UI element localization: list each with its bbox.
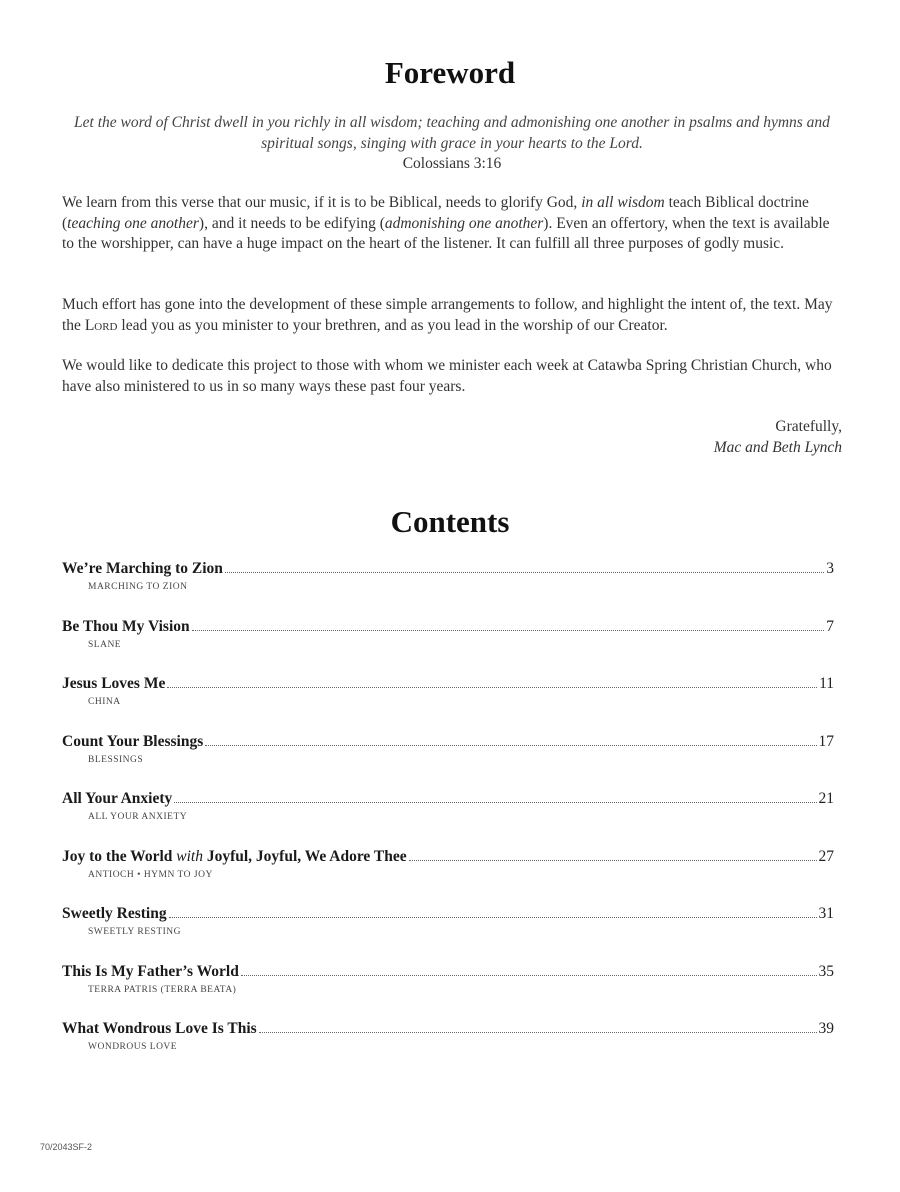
toc-entry[interactable] xyxy=(62,962,834,1020)
toc-tune-name: SLANE xyxy=(88,639,122,650)
toc-page-number: 7 xyxy=(826,617,834,635)
foreword-paragraph-1 xyxy=(62,193,842,255)
toc-page-number: 11 xyxy=(819,675,834,692)
p1-emphasis-admonishing: admonishing one another xyxy=(384,214,544,232)
catalog-number: 70/2043SF-2 xyxy=(40,1142,93,1152)
foreword-paragraph-3: We would like to dedicate this project to those with whom we minister each week at Catawba Spring Christian Church, who have also ministered to us in so many ways these past four years. xyxy=(62,357,832,395)
p1-text-c: teach Biblical doctrine ( xyxy=(62,194,809,232)
toc-entry[interactable] xyxy=(62,732,834,790)
toc-tune-name: MARCHING TO ZION xyxy=(88,582,188,592)
toc-title: This Is My Father’s World xyxy=(62,962,239,980)
toc-page-number: 27 xyxy=(818,847,834,865)
toc-entry[interactable] xyxy=(62,904,834,962)
scripture-verse xyxy=(62,113,842,175)
p1-emphasis-wisdom: in all wisdom xyxy=(581,194,665,211)
toc-leader xyxy=(259,1032,817,1033)
toc-title: Jesus Loves Me xyxy=(62,675,166,692)
verse-text: Let the word of Christ dwell in you richly in all wisdom; teaching and admonishing one another in psalms and hymns and spiritual songs, singing with grace in your hearts to the Lord. xyxy=(74,114,830,152)
toc-leader xyxy=(241,975,817,976)
toc-entry[interactable] xyxy=(62,559,834,617)
toc-page-number: 21 xyxy=(818,790,834,807)
signature-names: Mac and Beth Lynch xyxy=(713,439,842,456)
toc-title: All Your Anxiety xyxy=(62,790,173,807)
toc-entry[interactable] xyxy=(62,617,834,675)
p1-text-e: ), and it needs to be edifying ( xyxy=(198,214,385,232)
toc-title-part-b: Joyful, Joyful, We Adore Thee xyxy=(206,847,407,865)
verse-reference: Colossians 3:16 xyxy=(402,155,502,172)
toc-tune-name: SWEETLY RESTING xyxy=(88,927,182,937)
toc-title: Sweetly Resting xyxy=(62,905,167,922)
toc-tune-name: ALL YOUR ANXIETY xyxy=(88,812,188,822)
toc-leader xyxy=(205,745,816,746)
toc-entry[interactable] xyxy=(62,847,834,905)
toc-title: Count Your Blessings xyxy=(62,732,204,750)
toc-title: We’re Marching to Zion xyxy=(62,560,223,577)
toc-leader xyxy=(192,630,825,631)
toc-leader xyxy=(409,860,817,861)
toc-leader xyxy=(169,917,817,918)
table-of-contents xyxy=(62,559,834,1077)
p2-text-c: lead you as you minister to your brethren, and as you lead in the worship of our Creator. xyxy=(117,316,668,334)
toc-entry[interactable] xyxy=(62,674,834,732)
toc-tune-name: TERRA PATRIS (TERRA BEATA) xyxy=(88,984,237,995)
p2-lord-smallcaps: Lord xyxy=(84,316,118,334)
toc-leader xyxy=(174,802,816,803)
toc-page-number: 31 xyxy=(818,905,834,922)
closing: Gratefully, xyxy=(775,418,842,435)
p2-text-a: Much effort has gone into the development of these simple arrangements to follow, and highlight the intent of, the text. May the xyxy=(62,296,833,334)
p1-text-a: We learn from this verse that our music, if it is to be Biblical, needs to glorify God, xyxy=(62,194,582,211)
toc-title: What Wondrous Love Is This xyxy=(62,1020,257,1037)
contents-title: Contents xyxy=(390,504,510,539)
toc-title-with: with xyxy=(176,847,203,865)
toc-tune-name: ANTIOCH • HYMN TO JOY xyxy=(88,869,213,880)
foreword-title: Foreword xyxy=(384,55,516,90)
foreword-paragraph-2 xyxy=(62,295,842,336)
toc-page-number: 39 xyxy=(818,1020,834,1037)
toc-page-number: 35 xyxy=(818,962,834,980)
toc-title: Be Thou My Vision xyxy=(62,617,190,635)
signoff xyxy=(714,416,842,458)
toc-title-part-a: Joy to the World xyxy=(62,847,173,865)
toc-leader xyxy=(167,687,817,688)
toc-entry[interactable] xyxy=(62,1019,834,1077)
toc-tune-name: WONDROUS LOVE xyxy=(88,1042,178,1052)
p1-text-g: ). Even an offertory, when the text is available to the worshipper, can have a huge impact on the heart of the listener. It can fulfill all three purposes of godly music. xyxy=(62,214,830,252)
toc-page-number: 17 xyxy=(818,732,834,750)
toc-title xyxy=(62,847,407,867)
toc-page-number: 3 xyxy=(826,560,834,577)
toc-leader xyxy=(225,572,824,573)
p1-emphasis-teaching: teaching one another xyxy=(67,214,199,232)
toc-entry[interactable] xyxy=(62,789,834,847)
toc-tune-name: CHINA xyxy=(88,697,121,707)
toc-tune-name: BLESSINGS xyxy=(88,754,144,765)
